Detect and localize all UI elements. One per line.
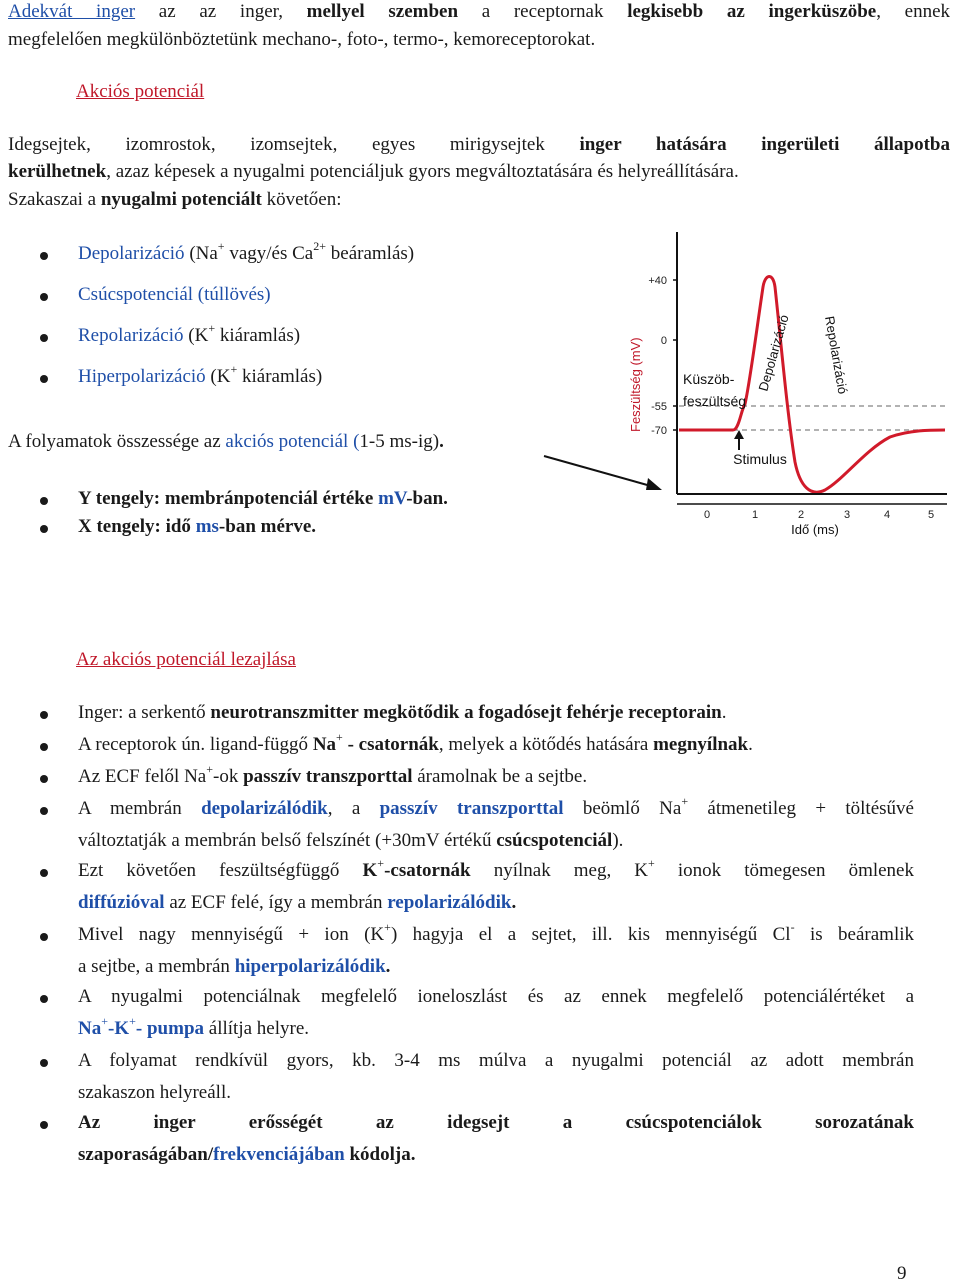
xtick-3: 3: [843, 509, 851, 521]
step-pumpa-1: A nyugalmi potenciálnak megfelelő ioneloszlást és az ennek megfelelő potenciálértéket a: [78, 986, 914, 1007]
step-kodolas-1: Az inger erősségét az idegsejt a csúcspotenciálok sorozatának: [78, 1112, 914, 1133]
bullet: [40, 711, 48, 719]
bullet: [40, 1059, 48, 1067]
bullet: [40, 334, 48, 342]
section-heading-akcios-potencial: Akciós potenciál: [76, 81, 205, 102]
s1-line-1: Idegsejtek, izomrostok, izomsejtek, egyes mirigysejtek inger hatására ingerületi állapotba: [8, 134, 950, 155]
ytick-40: +40: [648, 275, 667, 287]
y-axis-label: Feszültség (mV): [628, 337, 643, 432]
x-axis-label: Idő (ms): [791, 522, 839, 537]
step-inger: Inger: a serkentő neurotranszmitter megkötődik a fogadósejt fehérje receptorain.: [78, 702, 727, 723]
step-pumpa-2: Na+-K+- pumpa állítja helyre.: [78, 1013, 309, 1039]
x-axis-note: X tengely: idő ms-ban mérve.: [78, 516, 317, 537]
phase-depolarizacio: Depolarizáció (Na+ vagy/és $Ca^{2+}$ beáramlás): [78, 238, 415, 264]
step-helyreall-2: szakaszon helyreáll.: [78, 1082, 231, 1103]
bullet: [40, 743, 48, 751]
ytick-55: -55: [651, 401, 667, 413]
bullet: [40, 807, 48, 815]
intro-line-2: megfelelően megkülönböztetünk mechano-, foto-, termo-, kemoreceptorokat.: [8, 29, 596, 50]
threshold-label-2: feszültség: [683, 393, 747, 409]
summary-line: A folyamatok összessége az akciós potenciál (1-5 ms-ig).: [8, 431, 444, 452]
bullet: [40, 293, 48, 301]
step-repolarizalodik-1: Ezt követően feszültségfüggő K+-csatornák nyílnak meg, K+ ionok tömegesen ömlenek: [78, 855, 914, 881]
xtick-1: 1: [751, 509, 759, 521]
s1-line-2: kerülhetnek, azaz képesek a nyugalmi potenciáljuk gyors megváltoztatására és helyreállítására.: [8, 161, 739, 182]
y-axis-note: Y tengely: membránpotenciál értéke mV-ban.: [78, 488, 448, 509]
step-hiperpolarizalodik-1: Mivel nagy mennyiségű + ion (K+) hagyja el a sejtet, ill. kis mennyiségű Cl- is beáramlik: [78, 919, 914, 945]
phase-hiperpolarizacio: Hiperpolarizáció (K+ kiáramlás): [78, 361, 323, 387]
threshold-label-1: Küszöb-: [683, 371, 735, 387]
bullet: [40, 525, 48, 533]
page-number: 9: [897, 1263, 907, 1284]
repolarizacio-label: Repolarizáció: [822, 314, 851, 396]
step-helyreall-1: A folyamat rendkívül gyors, kb. 3-4 ms múlva a nyugalmi potenciál az adott membrán: [78, 1050, 914, 1071]
bullet: [40, 775, 48, 783]
bullet: [40, 252, 48, 260]
step-hiperpolarizalodik-2: a sejtbe, a membrán hiperpolarizálódik.: [78, 956, 391, 977]
intro-line-1: Adekvát inger az az inger, mellyel szemben a receptornak legkisebb az ingerküszöbe, ennek: [8, 1, 951, 22]
depolarizacio-label: Depolarizáció: [755, 312, 792, 393]
bullet: [40, 375, 48, 383]
action-potential-figure: [615, 232, 960, 547]
xtick-5: 5: [927, 509, 935, 521]
ytick-0: 0: [660, 335, 667, 347]
bullet: [40, 995, 48, 1003]
bullet: [40, 933, 48, 941]
stimulus-label: Stimulus: [733, 451, 787, 467]
phase-repolarizacio: Repolarizáció (K+ kiáramlás): [78, 320, 301, 346]
step-repolarizalodik-2: diffúzióval az ECF felé, így a membrán repolarizálódik.: [78, 892, 517, 913]
ytick-70: -70: [651, 425, 667, 437]
step-depolarizalodik-1: A membrán depolarizálódik, a passzív transzporttal beömlő Na+ átmenetileg + töltésűvé: [78, 793, 914, 819]
bullet: [40, 497, 48, 505]
xtick-0: 0: [703, 509, 711, 521]
step-receptorok: A receptorok ún. ligand-függő Na+ - csatornák, melyek a kötődés hatására megnyílnak.: [78, 729, 753, 755]
step-depolarizalodik-2: változtatják a membrán belső felszínét (+30mV értékű csúcspotenciál).: [78, 830, 624, 851]
bullet: [40, 1121, 48, 1129]
step-ecf: Az ECF felől Na+-ok passzív transzporttal áramolnak be a sejtbe.: [78, 761, 588, 787]
xtick-2: 2: [797, 509, 805, 521]
xtick-4: 4: [883, 509, 891, 521]
phase-csucspotencial: Csúcspotenciál (túllövés): [78, 284, 271, 305]
adekvat-inger-link[interactable]: Adekvát inger: [8, 1, 136, 22]
s1-line-3: Szakaszai a nyugalmi potenciált követően:: [8, 189, 342, 210]
section-heading-lezajlas: Az akciós potenciál lezajlása: [76, 649, 296, 670]
bullet: [40, 869, 48, 877]
step-kodolas-2: szaporaságában/frekvenciájában kódolja.: [78, 1144, 416, 1165]
